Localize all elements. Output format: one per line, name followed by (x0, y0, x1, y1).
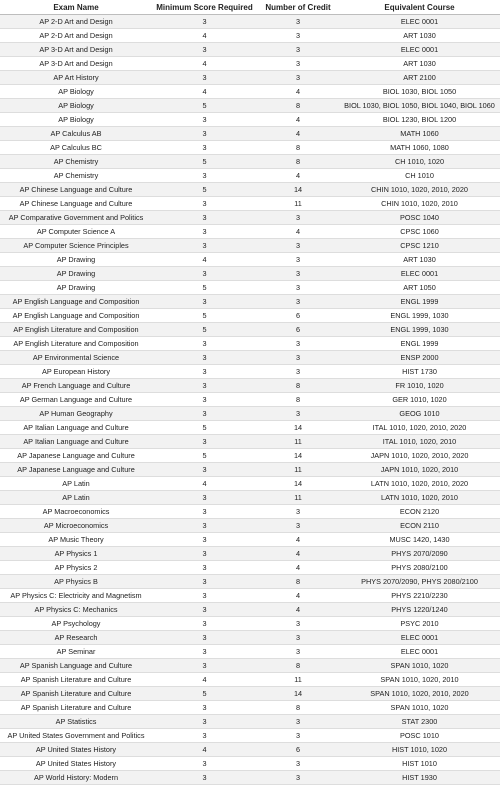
equivalent-course-cell: HIST 1930 (339, 771, 500, 785)
minimum-score-cell: 5 (152, 155, 257, 169)
credit-cell: 14 (257, 421, 339, 435)
equivalent-course-cell: GEOG 1010 (339, 407, 500, 421)
exam-name-cell: AP English Language and Composition (0, 295, 152, 309)
table-body (0, 15, 500, 785)
minimum-score-cell: 3 (152, 393, 257, 407)
exam-name-cell: AP Calculus AB (0, 127, 152, 141)
minimum-score-cell: 5 (152, 687, 257, 701)
table-row (0, 197, 500, 211)
table-row (0, 715, 500, 729)
header-minimum-score: Minimum Score Required (152, 0, 257, 15)
minimum-score-cell: 3 (152, 659, 257, 673)
exam-name-cell: AP French Language and Culture (0, 379, 152, 393)
exam-name-cell: AP Comparative Government and Politics (0, 211, 152, 225)
minimum-score-cell: 5 (152, 421, 257, 435)
minimum-score-cell: 3 (152, 589, 257, 603)
exam-name-cell: AP Spanish Literature and Culture (0, 701, 152, 715)
equivalent-course-cell: CHIN 1010, 1020, 2010, 2020 (339, 183, 500, 197)
table-row (0, 253, 500, 267)
exam-name-cell: AP Latin (0, 491, 152, 505)
table-row (0, 155, 500, 169)
minimum-score-cell: 3 (152, 295, 257, 309)
table-row (0, 589, 500, 603)
credit-cell: 3 (257, 57, 339, 71)
table-row (0, 505, 500, 519)
table-row (0, 491, 500, 505)
table-row (0, 617, 500, 631)
minimum-score-cell: 3 (152, 645, 257, 659)
credit-cell: 8 (257, 575, 339, 589)
exam-name-cell: AP Microeconomics (0, 519, 152, 533)
credit-cell: 8 (257, 393, 339, 407)
minimum-score-cell: 3 (152, 575, 257, 589)
credit-cell: 11 (257, 435, 339, 449)
table-row (0, 449, 500, 463)
equivalent-course-cell: ENGL 1999 (339, 337, 500, 351)
table-row (0, 673, 500, 687)
minimum-score-cell: 3 (152, 141, 257, 155)
minimum-score-cell: 5 (152, 449, 257, 463)
table-row (0, 379, 500, 393)
exam-name-cell: AP Japanese Language and Culture (0, 449, 152, 463)
credit-cell: 11 (257, 463, 339, 477)
equivalent-course-cell: GER 1010, 1020 (339, 393, 500, 407)
equivalent-course-cell: LATN 1010, 1020, 2010 (339, 491, 500, 505)
minimum-score-cell: 3 (152, 43, 257, 57)
equivalent-course-cell: PHYS 2070/2090, PHYS 2080/2100 (339, 575, 500, 589)
exam-name-cell: AP English Literature and Composition (0, 323, 152, 337)
exam-name-cell: AP Chinese Language and Culture (0, 183, 152, 197)
equivalent-course-cell: ART 1030 (339, 57, 500, 71)
credit-cell: 14 (257, 449, 339, 463)
minimum-score-cell: 3 (152, 351, 257, 365)
equivalent-course-cell: SPAN 1010, 1020, 2010 (339, 673, 500, 687)
credit-cell: 3 (257, 505, 339, 519)
minimum-score-cell: 3 (152, 71, 257, 85)
exam-name-cell: AP Spanish Language and Culture (0, 659, 152, 673)
exam-name-cell: AP Latin (0, 477, 152, 491)
table-row (0, 267, 500, 281)
exam-name-cell: AP 2-D Art and Design (0, 15, 152, 29)
equivalent-course-cell: HIST 1730 (339, 365, 500, 379)
minimum-score-cell: 3 (152, 435, 257, 449)
exam-name-cell: AP Psychology (0, 617, 152, 631)
table-row (0, 603, 500, 617)
table-row (0, 295, 500, 309)
credit-cell: 3 (257, 365, 339, 379)
table-row (0, 771, 500, 785)
header-number-of-credit: Number of Credit (257, 0, 339, 15)
credit-cell: 3 (257, 15, 339, 29)
equivalent-course-cell: PHYS 2080/2100 (339, 561, 500, 575)
minimum-score-cell: 3 (152, 757, 257, 771)
exam-name-cell: AP Biology (0, 113, 152, 127)
equivalent-course-cell: BIOL 1230, BIOL 1200 (339, 113, 500, 127)
minimum-score-cell: 3 (152, 701, 257, 715)
table-row (0, 393, 500, 407)
table-row (0, 645, 500, 659)
minimum-score-cell: 5 (152, 309, 257, 323)
equivalent-course-cell: ELEC 0001 (339, 43, 500, 57)
equivalent-course-cell: CHIN 1010, 1020, 2010 (339, 197, 500, 211)
exam-name-cell: AP Physics B (0, 575, 152, 589)
minimum-score-cell: 5 (152, 183, 257, 197)
credit-cell: 4 (257, 533, 339, 547)
equivalent-course-cell: ITAL 1010, 1020, 2010, 2020 (339, 421, 500, 435)
equivalent-course-cell: SPAN 1010, 1020 (339, 701, 500, 715)
minimum-score-cell: 3 (152, 267, 257, 281)
credit-cell: 3 (257, 519, 339, 533)
equivalent-course-cell: ITAL 1010, 1020, 2010 (339, 435, 500, 449)
table-row (0, 435, 500, 449)
equivalent-course-cell: HIST 1010, 1020 (339, 743, 500, 757)
equivalent-course-cell: MUSC 1420, 1430 (339, 533, 500, 547)
minimum-score-cell: 4 (152, 29, 257, 43)
exam-name-cell: AP Computer Science Principles (0, 239, 152, 253)
equivalent-course-cell: ELEC 0001 (339, 631, 500, 645)
minimum-score-cell: 4 (152, 57, 257, 71)
equivalent-course-cell: SPAN 1010, 1020, 2010, 2020 (339, 687, 500, 701)
equivalent-course-cell: POSC 1010 (339, 729, 500, 743)
table-row (0, 29, 500, 43)
equivalent-course-cell: PSYC 2010 (339, 617, 500, 631)
minimum-score-cell: 3 (152, 631, 257, 645)
equivalent-course-cell: ELEC 0001 (339, 645, 500, 659)
equivalent-course-cell: ECON 2120 (339, 505, 500, 519)
table-row (0, 323, 500, 337)
credit-cell: 8 (257, 379, 339, 393)
equivalent-course-cell: STAT 2300 (339, 715, 500, 729)
exam-name-cell: AP Statistics (0, 715, 152, 729)
credit-cell: 8 (257, 155, 339, 169)
table-row (0, 113, 500, 127)
minimum-score-cell: 3 (152, 379, 257, 393)
equivalent-course-cell: JAPN 1010, 1020, 2010, 2020 (339, 449, 500, 463)
credit-cell: 3 (257, 337, 339, 351)
credit-cell: 3 (257, 267, 339, 281)
minimum-score-cell: 5 (152, 323, 257, 337)
table-row (0, 183, 500, 197)
equivalent-course-cell: CH 1010, 1020 (339, 155, 500, 169)
minimum-score-cell: 3 (152, 715, 257, 729)
minimum-score-cell: 3 (152, 127, 257, 141)
exam-name-cell: AP Biology (0, 85, 152, 99)
credit-cell: 14 (257, 183, 339, 197)
minimum-score-cell: 3 (152, 211, 257, 225)
exam-name-cell: AP Calculus BC (0, 141, 152, 155)
equivalent-course-cell: ENGL 1999, 1030 (339, 309, 500, 323)
exam-name-cell: AP 3-D Art and Design (0, 43, 152, 57)
table-row (0, 477, 500, 491)
equivalent-course-cell: BIOL 1030, BIOL 1050, BIOL 1040, BIOL 1060 (339, 99, 500, 113)
credit-cell: 3 (257, 239, 339, 253)
credit-cell: 6 (257, 743, 339, 757)
credit-cell: 11 (257, 197, 339, 211)
exam-name-cell: AP German Language and Culture (0, 393, 152, 407)
table-row (0, 533, 500, 547)
minimum-score-cell: 3 (152, 561, 257, 575)
exam-name-cell: AP Physics 1 (0, 547, 152, 561)
exam-name-cell: AP 2-D Art and Design (0, 29, 152, 43)
equivalent-course-cell: PHYS 1220/1240 (339, 603, 500, 617)
minimum-score-cell: 4 (152, 85, 257, 99)
table-row (0, 99, 500, 113)
equivalent-course-cell: CPSC 1060 (339, 225, 500, 239)
table-row (0, 757, 500, 771)
exam-name-cell: AP Music Theory (0, 533, 152, 547)
equivalent-course-cell: ART 2100 (339, 71, 500, 85)
exam-name-cell: AP Physics C: Mechanics (0, 603, 152, 617)
minimum-score-cell: 4 (152, 743, 257, 757)
exam-name-cell: AP English Language and Composition (0, 309, 152, 323)
minimum-score-cell: 3 (152, 617, 257, 631)
credit-cell: 3 (257, 253, 339, 267)
equivalent-course-cell: FR 1010, 1020 (339, 379, 500, 393)
exam-name-cell: AP Art History (0, 71, 152, 85)
table-row (0, 169, 500, 183)
exam-name-cell: AP Drawing (0, 267, 152, 281)
exam-name-cell: AP Computer Science A (0, 225, 152, 239)
exam-name-cell: AP Biology (0, 99, 152, 113)
minimum-score-cell: 5 (152, 99, 257, 113)
credit-cell: 3 (257, 29, 339, 43)
table-row (0, 43, 500, 57)
equivalent-course-cell: JAPN 1010, 1020, 2010 (339, 463, 500, 477)
equivalent-course-cell: LATN 1010, 1020, 2010, 2020 (339, 477, 500, 491)
table-header (0, 0, 500, 15)
credit-cell: 14 (257, 687, 339, 701)
table-row (0, 365, 500, 379)
table-row (0, 631, 500, 645)
minimum-score-cell: 3 (152, 407, 257, 421)
table-row (0, 281, 500, 295)
credit-cell: 3 (257, 407, 339, 421)
credit-cell: 8 (257, 659, 339, 673)
table-row (0, 729, 500, 743)
minimum-score-cell: 3 (152, 15, 257, 29)
equivalent-course-cell: ART 1030 (339, 29, 500, 43)
credit-cell: 4 (257, 547, 339, 561)
table-row (0, 463, 500, 477)
exam-name-cell: AP Seminar (0, 645, 152, 659)
header-equivalent-course: Equivalent Course (339, 0, 500, 15)
table-row (0, 659, 500, 673)
credit-cell: 6 (257, 309, 339, 323)
exam-name-cell: AP Spanish Literature and Culture (0, 687, 152, 701)
minimum-score-cell: 3 (152, 771, 257, 785)
credit-cell: 3 (257, 295, 339, 309)
credit-cell: 4 (257, 113, 339, 127)
credit-cell: 3 (257, 71, 339, 85)
table-row (0, 337, 500, 351)
exam-name-cell: AP United States Government and Politics (0, 729, 152, 743)
exam-name-cell: AP Drawing (0, 281, 152, 295)
minimum-score-cell: 3 (152, 365, 257, 379)
credit-cell: 4 (257, 561, 339, 575)
minimum-score-cell: 4 (152, 253, 257, 267)
credit-cell: 4 (257, 85, 339, 99)
table-row (0, 85, 500, 99)
table-row (0, 743, 500, 757)
header-exam-name: Exam Name (0, 0, 152, 15)
exam-name-cell: AP Spanish Literature and Culture (0, 673, 152, 687)
table-row (0, 239, 500, 253)
minimum-score-cell: 3 (152, 113, 257, 127)
equivalent-course-cell: CH 1010 (339, 169, 500, 183)
credit-cell: 14 (257, 477, 339, 491)
table-row (0, 575, 500, 589)
equivalent-course-cell: MATH 1060, 1080 (339, 141, 500, 155)
equivalent-course-cell: ELEC 0001 (339, 267, 500, 281)
credit-cell: 3 (257, 645, 339, 659)
credit-cell: 8 (257, 99, 339, 113)
table-row (0, 561, 500, 575)
credit-cell: 3 (257, 43, 339, 57)
minimum-score-cell: 3 (152, 603, 257, 617)
exam-name-cell: AP United States History (0, 757, 152, 771)
minimum-score-cell: 3 (152, 197, 257, 211)
equivalent-course-cell: CPSC 1210 (339, 239, 500, 253)
exam-name-cell: AP Chemistry (0, 155, 152, 169)
minimum-score-cell: 3 (152, 491, 257, 505)
exam-name-cell: AP Chinese Language and Culture (0, 197, 152, 211)
credit-cell: 4 (257, 127, 339, 141)
credit-cell: 8 (257, 141, 339, 155)
table-row (0, 225, 500, 239)
credit-cell: 3 (257, 211, 339, 225)
equivalent-course-cell: POSC 1040 (339, 211, 500, 225)
exam-name-cell: AP Physics C: Electricity and Magnetism (0, 589, 152, 603)
credit-cell: 3 (257, 757, 339, 771)
minimum-score-cell: 4 (152, 477, 257, 491)
exam-name-cell: AP Human Geography (0, 407, 152, 421)
minimum-score-cell: 4 (152, 673, 257, 687)
equivalent-course-cell: MATH 1060 (339, 127, 500, 141)
credit-cell: 3 (257, 617, 339, 631)
exam-name-cell: AP Macroeconomics (0, 505, 152, 519)
credit-cell: 4 (257, 225, 339, 239)
exam-name-cell: AP Italian Language and Culture (0, 435, 152, 449)
exam-name-cell: AP Italian Language and Culture (0, 421, 152, 435)
minimum-score-cell: 3 (152, 505, 257, 519)
credit-cell: 3 (257, 729, 339, 743)
exam-name-cell: AP English Literature and Composition (0, 337, 152, 351)
table-row (0, 141, 500, 155)
table-row (0, 407, 500, 421)
equivalent-course-cell: ENGL 1999 (339, 295, 500, 309)
minimum-score-cell: 5 (152, 281, 257, 295)
minimum-score-cell: 3 (152, 547, 257, 561)
table-row (0, 547, 500, 561)
credit-cell: 3 (257, 771, 339, 785)
minimum-score-cell: 3 (152, 463, 257, 477)
exam-name-cell: AP Japanese Language and Culture (0, 463, 152, 477)
credit-cell: 4 (257, 589, 339, 603)
minimum-score-cell: 3 (152, 225, 257, 239)
table-row (0, 211, 500, 225)
credit-cell: 3 (257, 631, 339, 645)
exam-name-cell: AP Drawing (0, 253, 152, 267)
equivalent-course-cell: HIST 1010 (339, 757, 500, 771)
credit-cell: 4 (257, 603, 339, 617)
minimum-score-cell: 3 (152, 533, 257, 547)
credit-cell: 3 (257, 715, 339, 729)
table-row (0, 687, 500, 701)
credit-cell: 3 (257, 281, 339, 295)
equivalent-course-cell: BIOL 1030, BIOL 1050 (339, 85, 500, 99)
table-row (0, 519, 500, 533)
minimum-score-cell: 3 (152, 729, 257, 743)
credit-cell: 8 (257, 701, 339, 715)
minimum-score-cell: 3 (152, 519, 257, 533)
exam-name-cell: AP World History: Modern (0, 771, 152, 785)
table-row (0, 309, 500, 323)
table-row (0, 351, 500, 365)
equivalent-course-cell: SPAN 1010, 1020 (339, 659, 500, 673)
exam-name-cell: AP Physics 2 (0, 561, 152, 575)
credit-cell: 6 (257, 323, 339, 337)
minimum-score-cell: 3 (152, 239, 257, 253)
minimum-score-cell: 3 (152, 169, 257, 183)
table-row (0, 15, 500, 29)
header-row (0, 0, 500, 15)
minimum-score-cell: 3 (152, 337, 257, 351)
table-row (0, 701, 500, 715)
exam-name-cell: AP Chemistry (0, 169, 152, 183)
table-row (0, 127, 500, 141)
equivalent-course-cell: ELEC 0001 (339, 15, 500, 29)
equivalent-course-cell: ENGL 1999, 1030 (339, 323, 500, 337)
credit-cell: 11 (257, 491, 339, 505)
credit-cell: 4 (257, 169, 339, 183)
table-row (0, 57, 500, 71)
exam-name-cell: AP European History (0, 365, 152, 379)
exam-name-cell: AP United States History (0, 743, 152, 757)
exam-name-cell: AP Research (0, 631, 152, 645)
credit-cell: 11 (257, 673, 339, 687)
table-row (0, 71, 500, 85)
exam-name-cell: AP 3-D Art and Design (0, 57, 152, 71)
table-row (0, 421, 500, 435)
equivalent-course-cell: PHYS 2210/2230 (339, 589, 500, 603)
equivalent-course-cell: ART 1050 (339, 281, 500, 295)
equivalent-course-cell: ECON 2110 (339, 519, 500, 533)
equivalent-course-cell: ENSP 2000 (339, 351, 500, 365)
credit-cell: 3 (257, 351, 339, 365)
equivalent-course-cell: PHYS 2070/2090 (339, 547, 500, 561)
equivalent-course-cell: ART 1030 (339, 253, 500, 267)
exam-name-cell: AP Environmental Science (0, 351, 152, 365)
